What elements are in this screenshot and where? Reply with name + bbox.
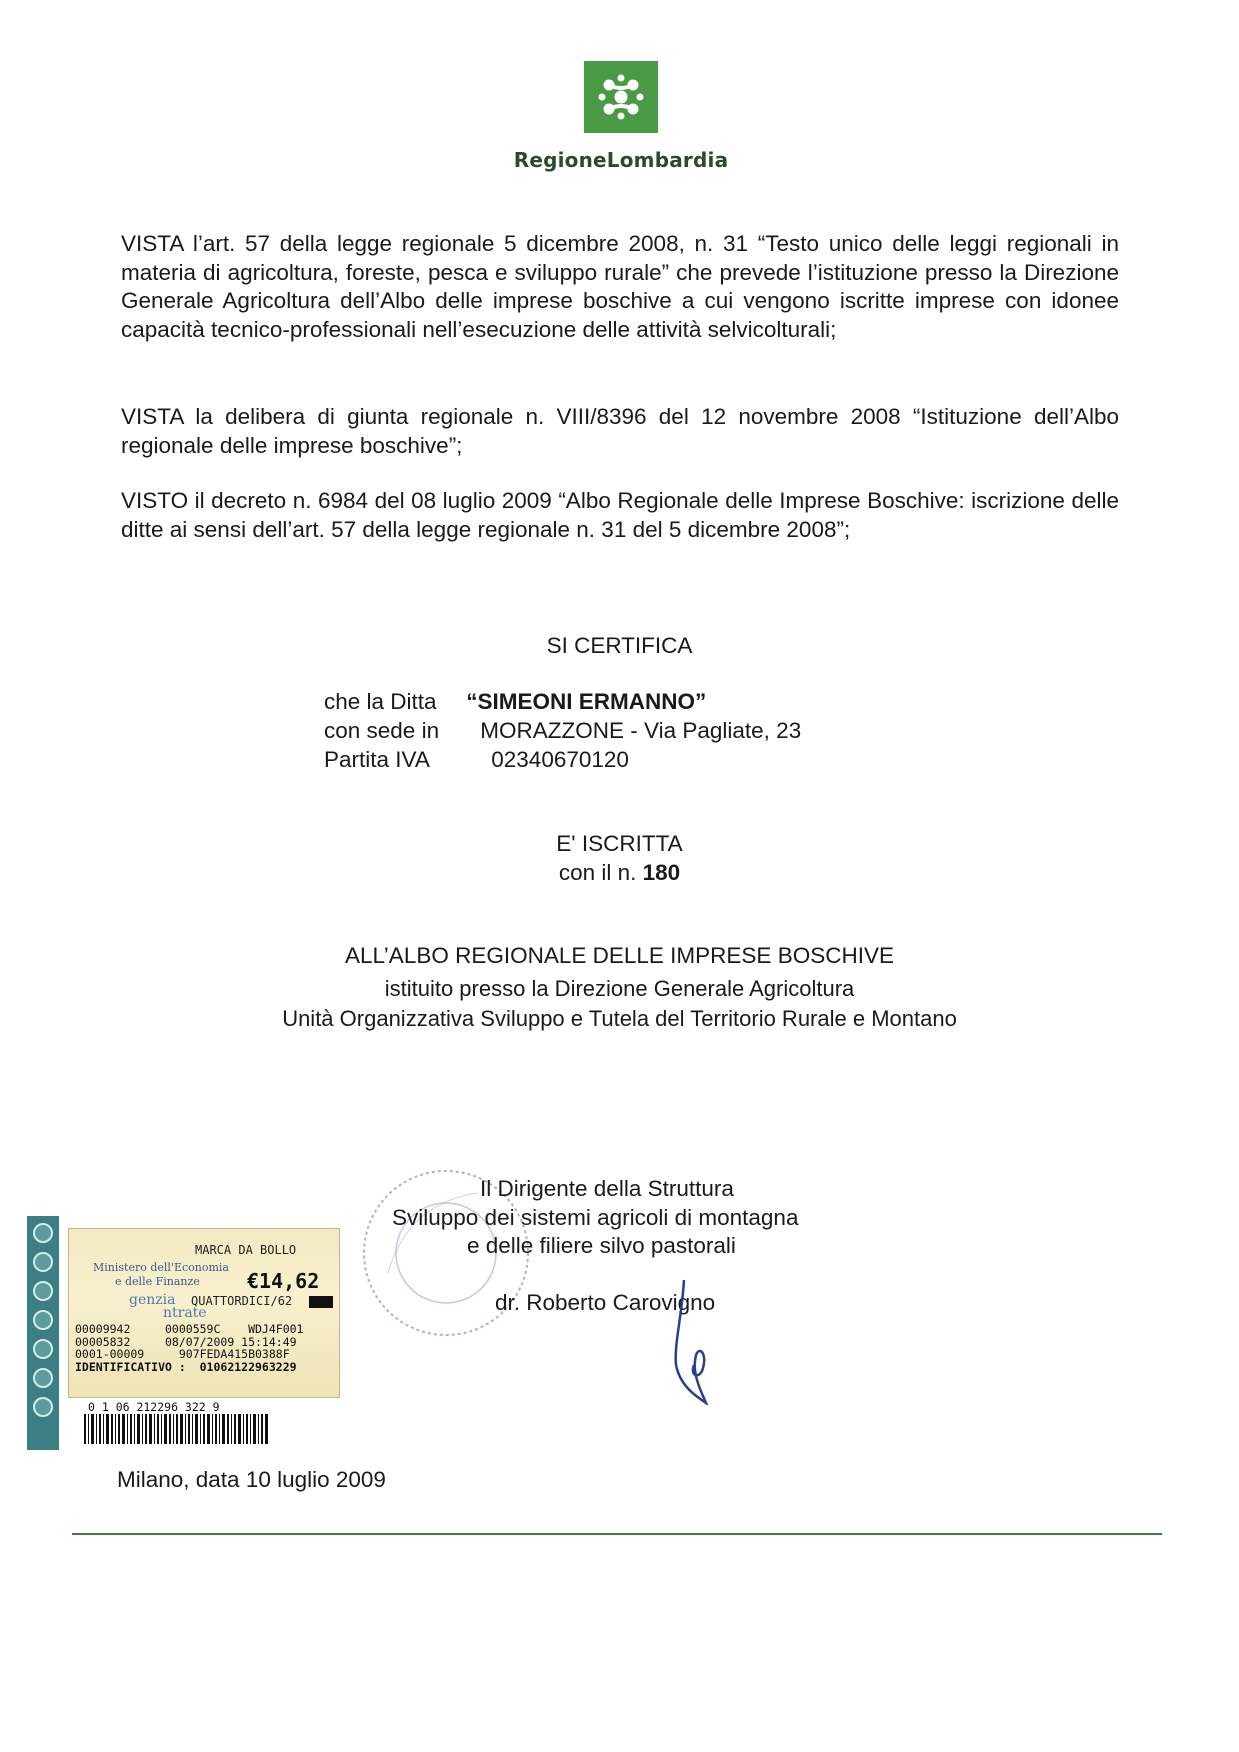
rosa-camuna-icon	[584, 61, 658, 133]
company-label: che la Ditta	[324, 689, 437, 714]
logo-wordmark: RegioneLombardia	[513, 148, 729, 172]
preamble-paragraph-1: VISTA l’art. 57 della legge regionale 5 dicembre 2008, n. 31 “Testo unico delle leggi regionali in materia di agricoltura, foreste, pesca e sviluppo rurale” che prevede l’istituzione presso la Direzione Generale Agricoltura dell’Albo delle imprese boschive a cui vengono iscritte imprese con idonee capacità tecnico-professionali nell’esecuzione delle attività selvicolturali;	[121, 231, 1119, 342]
signatory-role-2: Sviluppo dei sistemi agricoli di montagna	[392, 1204, 799, 1230]
seat-label: con sede in	[324, 718, 440, 743]
barcode-icon	[84, 1414, 270, 1444]
company-details	[324, 687, 801, 774]
stamp-code-row: 00009942 0000559C WDJ4F001	[75, 1322, 304, 1336]
company-row	[324, 687, 801, 716]
footer-divider	[72, 1533, 1162, 1535]
handwritten-signature-icon	[654, 1275, 750, 1405]
registration-number-label: con il n.	[558, 860, 637, 885]
vat-label: Partita IVA	[324, 747, 430, 772]
preamble-paragraph-3: VISTO il decreto n. 6984 del 08 luglio 2009 “Albo Regionale delle Imprese Boschive: iscrizione delle ditte ai sensi dell’art. 57 della legge regionale n. 31 del 5 dicembre 2008”;	[121, 488, 1119, 542]
stamp-code-row: 00005832 08/07/2009 15:14:49	[75, 1334, 297, 1349]
stamp-black-block	[309, 1296, 333, 1308]
signatory-name: dr. Roberto Carovigno	[495, 1289, 716, 1315]
seat-row	[324, 716, 801, 745]
stamp-code-row: 0001-00009 907FEDA415B0388F	[75, 1347, 290, 1361]
agency-line-1: genzia	[129, 1292, 176, 1308]
register-line-2: istituito presso la Direzione Generale Agricoltura	[384, 976, 855, 1001]
ministry-line-2: e delle Finanze	[115, 1275, 200, 1288]
vat-row	[324, 745, 801, 774]
regione-lombardia-logo-icon	[584, 61, 658, 133]
revenue-stamp	[68, 1228, 340, 1398]
stamp-amount: €14,62	[247, 1269, 320, 1293]
stamp-serial-number: 0 1 06 212296 322 9	[88, 1400, 220, 1414]
preamble-paragraph-2: VISTA la delibera di giunta regionale n. VIII/8396 del 12 novembre 2008 “Istituzione dell’Albo regionale delle imprese boschive”;	[121, 404, 1119, 458]
agency-line-2: ntrate	[163, 1305, 207, 1321]
registration-number: 180	[642, 860, 681, 885]
seat-value: MORAZZONE - Via Pagliate, 23	[480, 718, 802, 743]
revenue-stamp-edge	[27, 1216, 59, 1450]
vat-value: 02340670120	[491, 747, 629, 772]
certification-heading: SI CERTIFICA	[546, 633, 693, 658]
stamp-identifier: IDENTIFICATIVO : 01062122963229	[75, 1359, 297, 1374]
signatory-role-1: Il Dirigente della Struttura	[480, 1176, 734, 1201]
ministry-line-1: Ministero dell'Economia	[93, 1261, 229, 1274]
company-name: “SIMEONI ERMANNO”	[466, 689, 707, 714]
place-and-date: Milano, data 10 luglio 2009	[117, 1467, 386, 1492]
register-name: ALL’ALBO REGIONALE DELLE IMPRESE BOSCHIVE	[345, 943, 894, 968]
revenue-stamp-title: MARCA DA BOLLO	[195, 1243, 297, 1257]
signatory-role-3: e delle filiere silvo pastorali	[467, 1233, 736, 1258]
register-line-3: Unità Organizzativa Sviluppo e Tutela del Territorio Rurale e Montano	[282, 1006, 957, 1031]
stamp-codes	[75, 1323, 303, 1373]
registered-status: E' ISCRITTA	[556, 831, 683, 856]
stamp-amount-words: QUATTORDICI/62	[191, 1294, 293, 1308]
registration-number-line	[0, 860, 1239, 886]
